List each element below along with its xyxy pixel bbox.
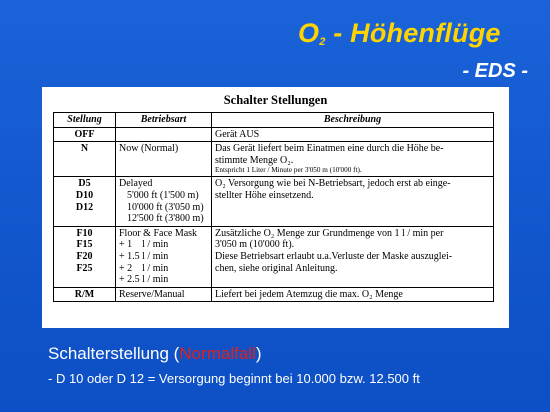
cell-mode xyxy=(116,287,212,302)
cell-position xyxy=(54,177,116,226)
table-row xyxy=(54,226,494,287)
slide-title xyxy=(298,18,533,49)
cell-position xyxy=(54,226,116,287)
header-mode: Betriebsart xyxy=(116,113,212,128)
bottom-heading-highlight: Normalfall xyxy=(179,344,256,363)
slide-title-o: O xyxy=(298,18,320,48)
description-line: chen, siehe original Anleitung. xyxy=(215,262,338,274)
description-line: Gerät AUS xyxy=(215,128,260,140)
cell-description xyxy=(212,177,494,226)
mode-line: + 1 l / min xyxy=(119,239,169,251)
bottom-heading-prefix: Schalterstellung ( xyxy=(48,344,180,363)
position-label: F20 xyxy=(76,250,93,262)
description-line: Das Gerät liefert beim Einatmen eine durch die Höhe be- xyxy=(215,143,444,155)
mode-line: Delayed xyxy=(119,178,153,190)
description-line: Diese Betriebsart erlaubt u.a.Verluste der Maske auszuglei- xyxy=(215,250,453,262)
table-row xyxy=(54,177,494,226)
mode-line: 5'000 ft (1'500 m) xyxy=(127,189,199,201)
mode-line: + 1.5 l / min xyxy=(119,250,169,262)
position-label: D5 xyxy=(78,178,91,190)
description-line: stellter Höhe einsetzend. xyxy=(215,189,314,201)
description-line: 3'050 m (10'000 ft). xyxy=(215,239,295,251)
switch-positions-table xyxy=(53,112,494,302)
position-label: OFF xyxy=(74,128,95,140)
cell-position xyxy=(54,127,116,142)
slide-title-subscript: 2 xyxy=(319,36,326,48)
cell-description xyxy=(212,226,494,287)
position-label: F25 xyxy=(76,262,93,274)
mode-line: + 2.5 l / min xyxy=(119,274,169,286)
position-label: F10 xyxy=(76,227,93,239)
cell-position xyxy=(54,287,116,302)
mode-line: Reserve/Manual xyxy=(119,288,185,300)
document-image xyxy=(42,87,509,328)
slide-subtitle: - EDS - xyxy=(462,60,528,82)
mode-line: 12'500 ft (3'800 m) xyxy=(127,213,204,225)
description-line: Liefert bei jedem Atemzug die max. O₂ Menge xyxy=(215,288,403,300)
mode-line: Floor & Face Mask xyxy=(119,227,198,239)
cell-description xyxy=(212,127,494,142)
table-title: Schalter Stellungen xyxy=(223,93,328,107)
description-note: Entspricht 1 Liter / Minute per 3'050 m (10'000 ft). xyxy=(215,166,362,175)
header-description: Beschreibung xyxy=(212,113,494,128)
position-label: D10 xyxy=(75,189,94,201)
description-line: O₂ Versorgung wie bei N-Betriebsart, jedoch erst ab einge- xyxy=(215,178,451,190)
description-line: Zusätzliche O₂ Menge zur Grundmenge von 1 l / min per xyxy=(215,227,444,239)
header-position: Stellung xyxy=(54,113,116,128)
table-row xyxy=(54,142,494,177)
cell-mode xyxy=(116,177,212,226)
slide-title-rest: - Höhenflüge xyxy=(325,18,501,48)
cell-mode xyxy=(116,226,212,287)
cell-mode xyxy=(116,127,212,142)
table-header-row xyxy=(54,113,494,128)
mode-line: Now (Normal) xyxy=(119,143,179,155)
mode-line: 10'000 ft (3'050 m) xyxy=(127,201,204,213)
position-label: R/M xyxy=(74,288,95,300)
mode-line: + 2 l / min xyxy=(119,262,169,274)
bottom-heading-suffix: ) xyxy=(255,344,262,363)
cell-description xyxy=(212,142,494,177)
bottom-heading xyxy=(48,344,262,364)
cell-mode xyxy=(116,142,212,177)
table-body xyxy=(54,127,494,302)
table-row xyxy=(54,127,494,142)
table-row xyxy=(54,287,494,302)
bottom-note: - D 10 oder D 12 = Versorgung beginnt bei 10.000 bzw. 12.500 ft xyxy=(48,371,420,386)
cell-position xyxy=(54,142,116,177)
description-line: stimmte Menge O₂. xyxy=(215,154,294,166)
position-label: D12 xyxy=(75,201,94,213)
cell-description xyxy=(212,287,494,302)
position-label: F15 xyxy=(76,239,93,251)
position-label: N xyxy=(80,143,89,155)
